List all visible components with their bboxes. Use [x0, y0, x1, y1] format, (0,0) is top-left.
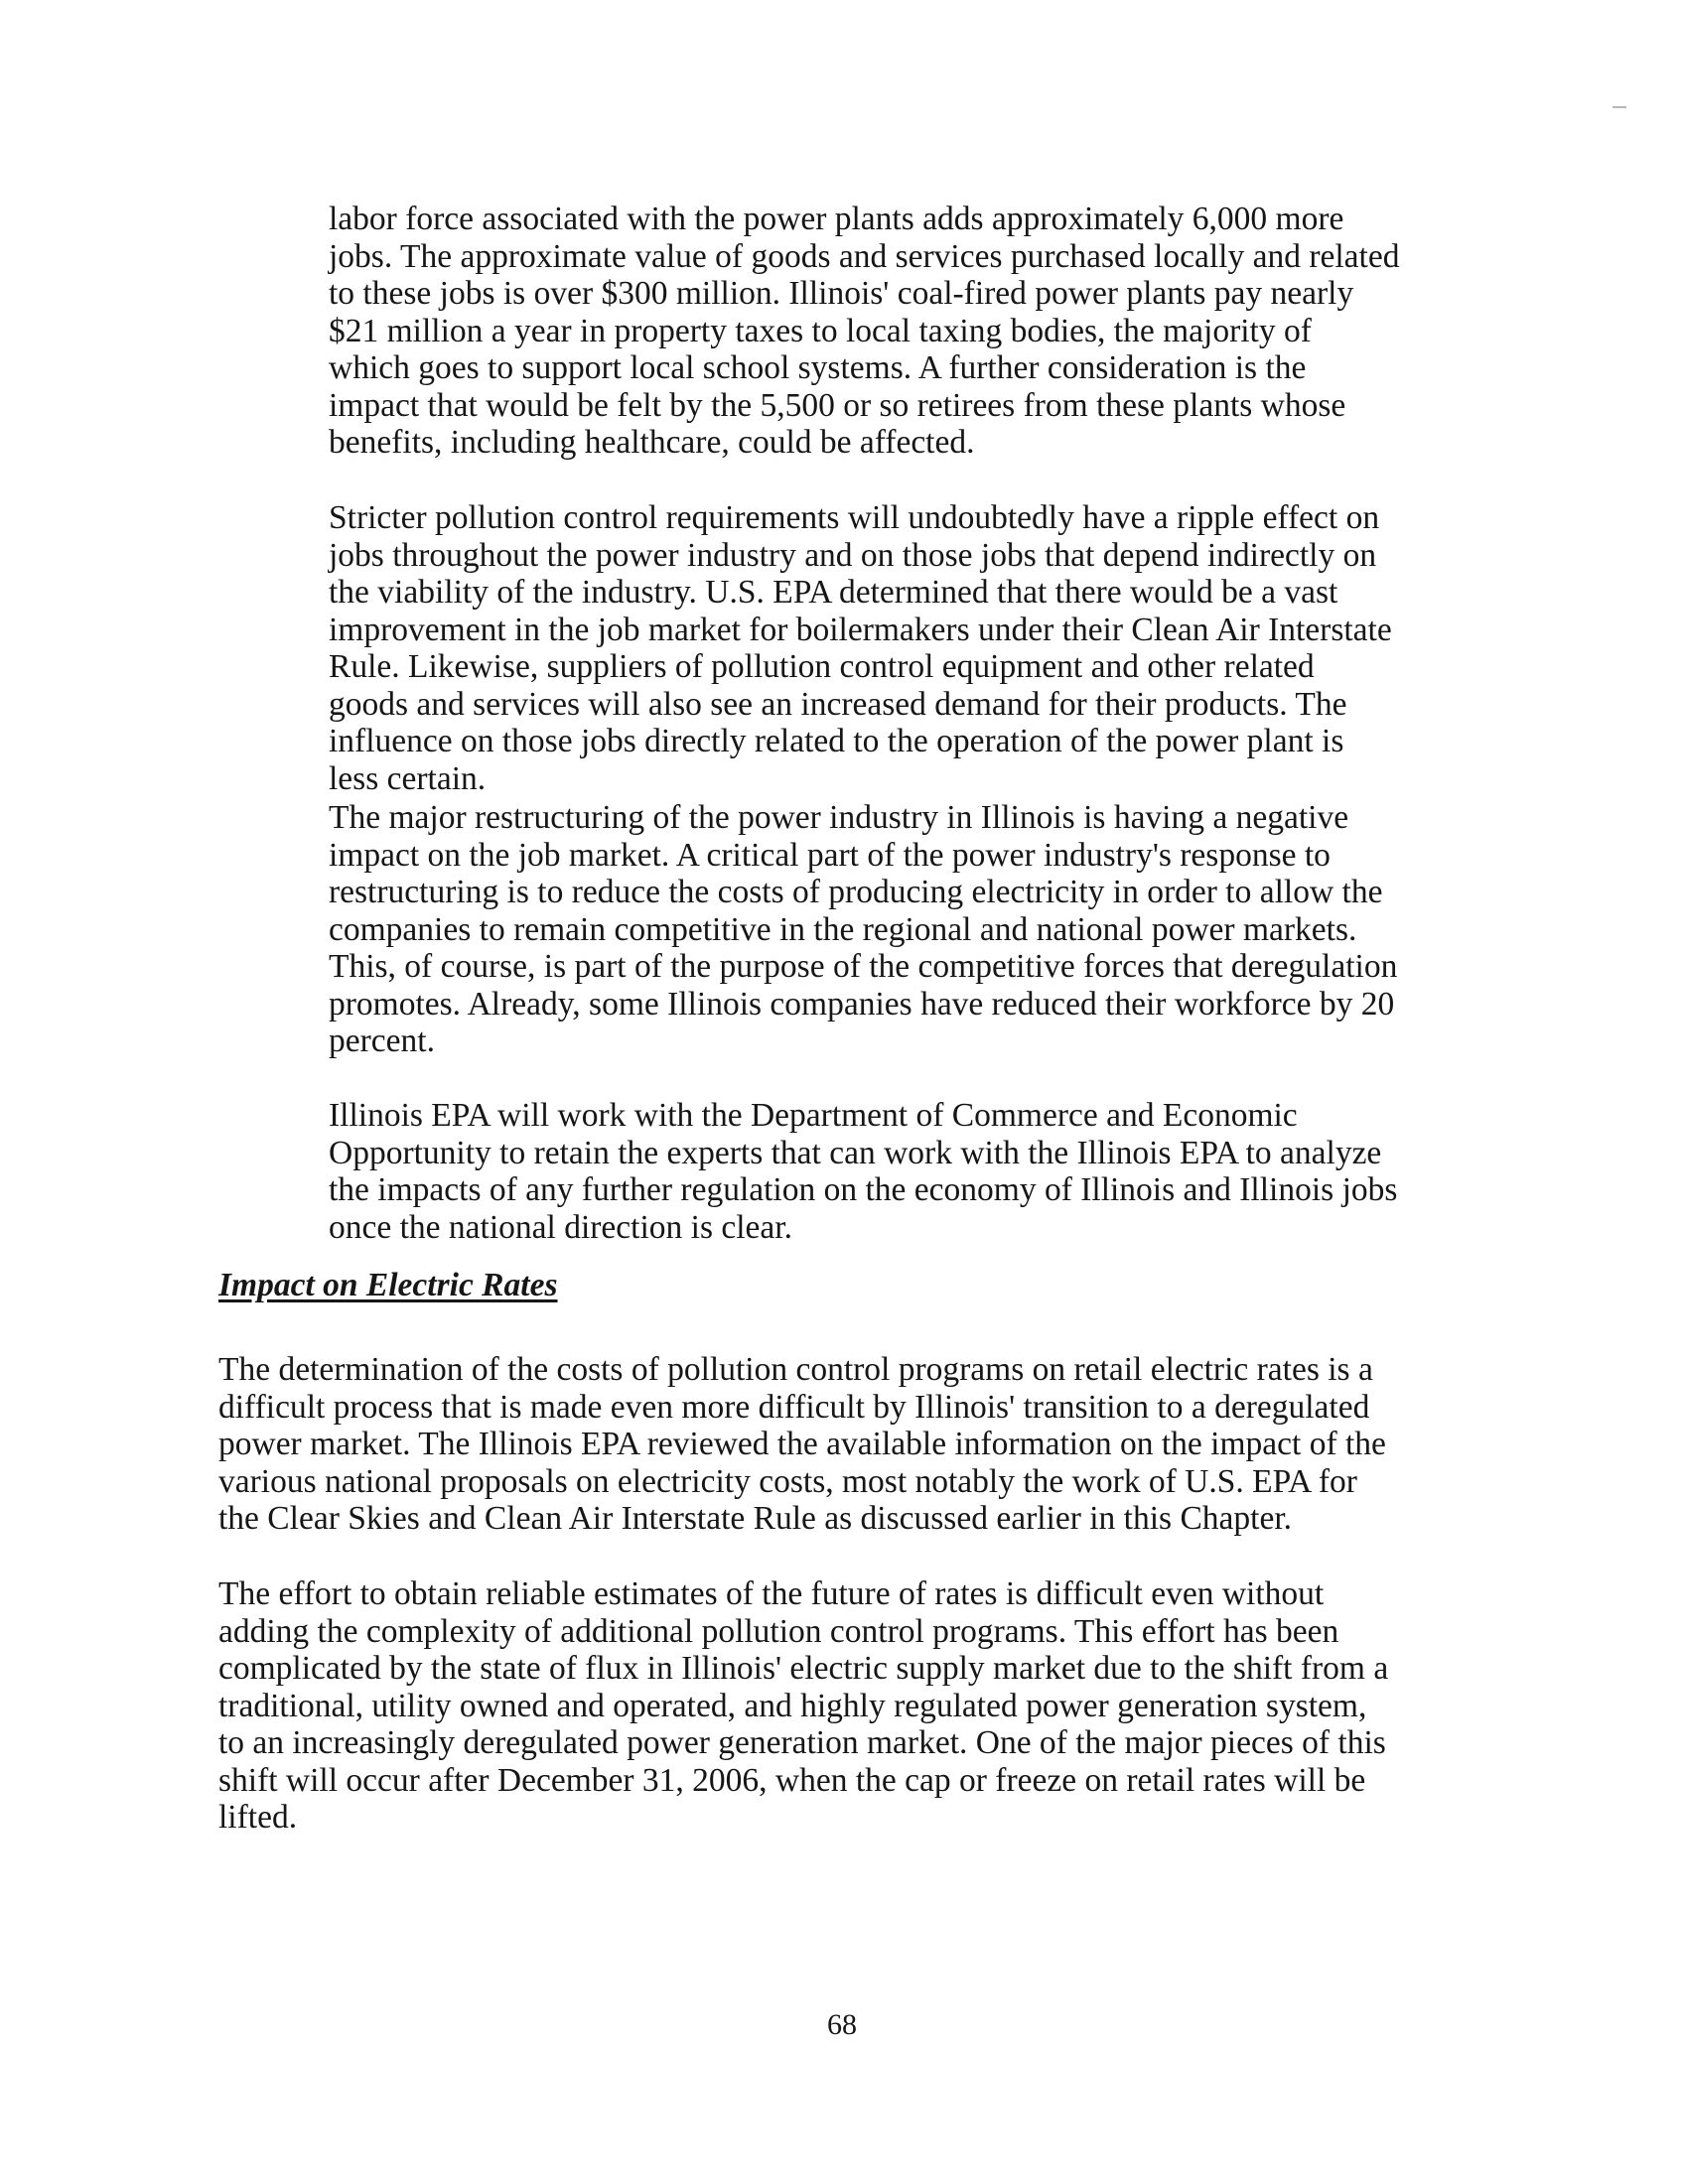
paragraph-labor-force: labor force associated with the power plants adds approximately 6,000 more jobs. The approximate value of goods and services purchased locally and related to these jobs is over $300 million. Illinois' coal-fired power plants pay nearly $21 million a year in property taxes to local taxing bodies, the majority of which goes to support local school systems. A further consideration is the impact that would be felt by the 5,500 or so retirees from these plants whose benefits, including healthcare, could be affected.	[329, 201, 1400, 461]
paragraph-rate-estimates: The effort to obtain reliable estimates of the future of rates is difficult even without adding the complexity of additional pollution control programs. This effort has been complicated by the state of flux in Illinois' electric supply market due to the shift from a traditional, utility owned and operated, and highly regulated power generation system, to an increasingly deregulated power generation market. One of the major pieces of this shift will occur after December 31, 2006, when the cap or freeze on retail rates will be lifted.	[218, 1575, 1389, 1836]
paragraph-pollution-control-jobs: Stricter pollution control requirements will undoubtedly have a ripple effect on jobs throughout the power industry and on those jobs that depend indirectly on the viability of the industry. U.S. EPA determined that there would be a vast improvement in the job market for boilermakers under their Clean Air Interstate Rule. Likewise, suppliers of pollution control equipment and other related goods and services will also see an increased demand for their products. The influence on those jobs directly related to the operation of the power plant is less certain.	[329, 499, 1392, 797]
page-number: 68	[827, 2008, 857, 2041]
paragraph-illinois-epa-work: Illinois EPA will work with the Department of Commerce and Economic Opportunity to retain the experts that can work with the Illinois EPA to analyze the impacts of any further regulation on the economy of Illinois and Illinois jobs once the national direction is clear.	[329, 1097, 1398, 1246]
paragraph-electric-rates-costs: The determination of the costs of pollution control programs on retail electric rates is a difficult process that is made even more difficult by Illinois' transition to a deregulated power market. The Illinois EPA reviewed the available information on the impact of the various national proposals on electricity costs, most notably the work of U.S. EPA for the Clear Skies and Clean Air Interstate Rule as discussed earlier in this Chapter.	[218, 1351, 1386, 1537]
paragraph-industry-restructuring: The major restructuring of the power industry in Illinois is having a negative impact on the job market. A critical part of the power industry's response to restructuring is to reduce the costs of producing electricity in order to allow the companies to remain competitive in the regional and national power markets. This, of course, is part of the purpose of the competitive forces that deregulation promotes. Already, some Illinois companies have reduced their workforce by 20 percent.	[329, 799, 1398, 1059]
section-heading: Impact on Electric Rates	[218, 1267, 558, 1303]
scan-mark	[1613, 106, 1626, 108]
